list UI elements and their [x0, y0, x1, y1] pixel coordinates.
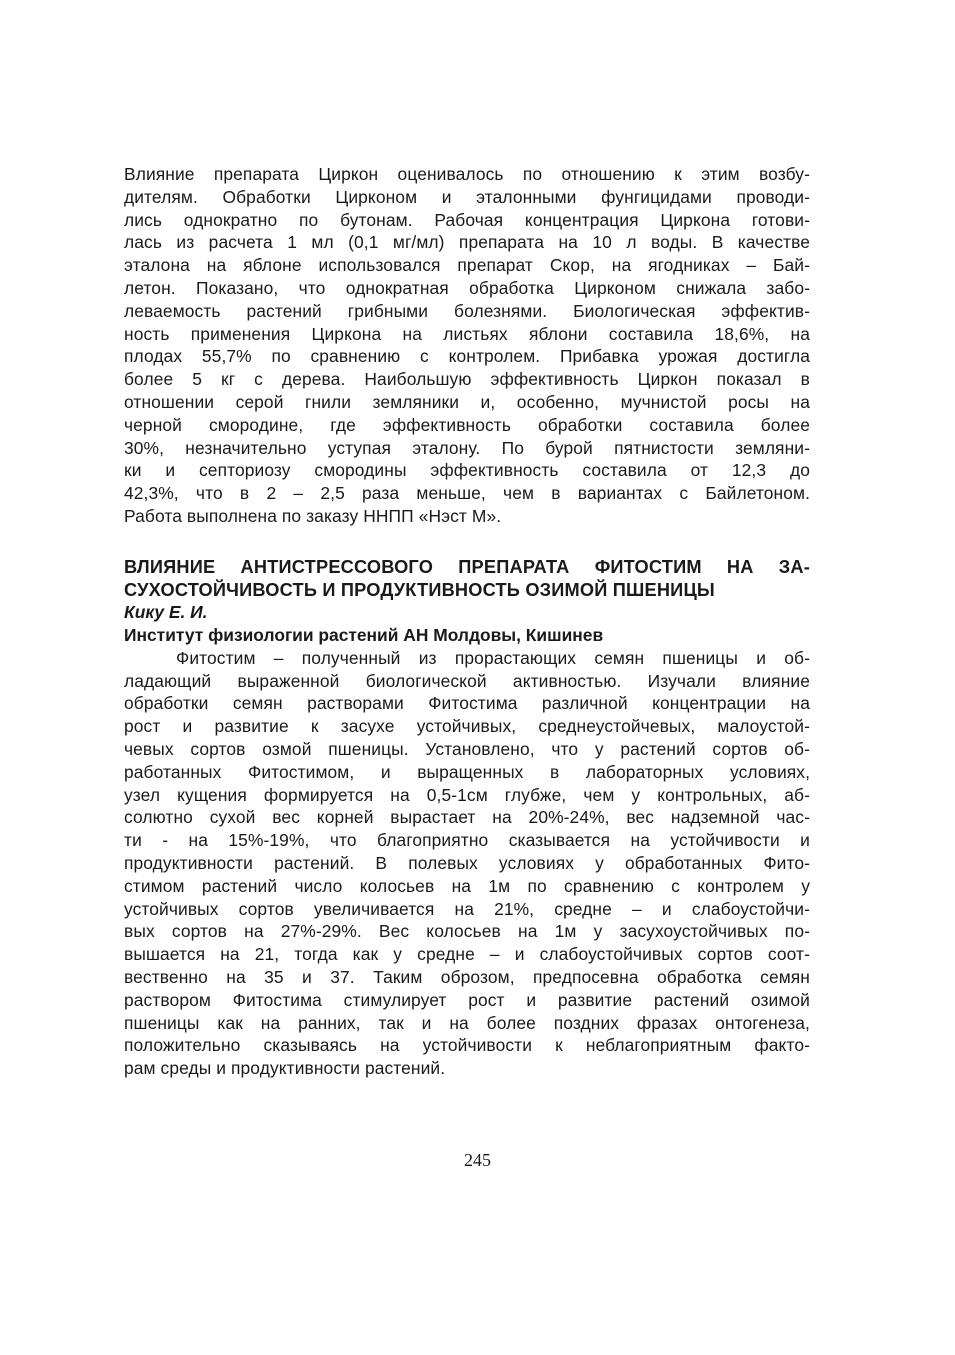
text-line: летон. Показано, что однократная обработка Цирконом снижала забо-	[124, 277, 810, 298]
text-line: раствором Фитостима стимулирует рост и развитие растений озимой	[124, 989, 810, 1010]
text-line: ладающий выраженной биологической активностью. Изучали влияние	[124, 670, 810, 691]
text-line: СУХОСТОЙЧИВОСТЬ И ПРОДУКТИВНОСТЬ ОЗИМОЙ ПШЕНИЦЫ	[124, 579, 715, 600]
text-line: работанных Фитостимом, и выращенных в лабораторных условиях,	[124, 761, 810, 782]
text-line: продуктивности растений. В полевых условиях у обработанных Фито-	[124, 852, 810, 873]
text-line: эталона на яблоне использовался препарат Скор, на ягодниках – Бай-	[124, 255, 810, 276]
text-line: стимом растений число колосьев на 1м по сравнению с контролем у	[124, 875, 810, 896]
text-line: плодах 55,7% по сравнению с контролем. Прибавка урожая достигла	[124, 346, 810, 367]
text-line: узел кущения формируется на 0,5-1см глубже, чем у контрольных, аб-	[124, 784, 810, 805]
text-line: вых сортов на 27%-29%. Вес колосьев на 1м у засухоустойчивых по-	[124, 921, 810, 942]
text-line: чевых сортов озмой пшеницы. Установлено, что у растений сортов об-	[124, 738, 810, 759]
article-author: Кику Е. И.	[124, 602, 208, 623]
text-line: Фитостим – полученный из прорастающих семян пшеницы и об-	[176, 647, 810, 668]
text-line: ность применения Циркона на листьях яблони составила 18,6%, на	[124, 323, 810, 344]
text-line: ки и септориозу смородины эффективность составила от 12,3 до	[124, 460, 810, 481]
text-line: отношении серой гнили земляники и, особенно, мучнистой росы на	[124, 391, 810, 412]
text-line: рост и развитие к засухе устойчивых, среднеустойчевых, малоустой-	[124, 716, 810, 737]
article-affiliation: Институт физиологии растений АН Молдовы, Кишинев	[124, 624, 604, 645]
text-line: леваемость растений грибными болезнями. Биологическая эффектив-	[124, 300, 810, 321]
article	[124, 556, 810, 1080]
text-line: положительно сказываясь на устойчивости к неблагоприятным факто-	[124, 1035, 810, 1056]
text-line: вественно на 35 и 37. Таким оброзом, предпосевна обработка семян	[124, 966, 810, 987]
text-line: более 5 кг с дерева. Наибольшую эффективность Циркон показал в	[124, 369, 810, 390]
text-line: обработки семян растворами Фитостима различной концентрации на	[124, 693, 810, 714]
text-line: дителям. Обработки Цирконом и эталонными фунгицидами проводи-	[124, 186, 810, 207]
page-number: 245	[464, 1150, 491, 1170]
text-line: ВЛИЯНИЕ АНТИСТРЕССОВОГО ПРЕПАРАТА ФИТОСТИМ НА ЗА-	[124, 557, 810, 577]
text-line: пшеницы как на ранних, так и на более поздних фразах онтогенеза,	[124, 1012, 810, 1033]
text-line: черной смородине, где эффективность обработки составила более	[124, 414, 810, 435]
text-line: ти - на 15%-19%, что благоприятно сказывается на устойчивости и	[124, 830, 810, 851]
article-body	[124, 647, 810, 1080]
previous-article-text	[124, 163, 810, 528]
text-line: 30%, незначительно уступая эталону. По бурой пятнистости земляни-	[124, 437, 810, 458]
text-line: вышается на 21, тогда как у средне – и слабоустойчивых сортов соот-	[124, 944, 810, 965]
text-line: лась из расчета 1 мл (0,1 мг/мл) препарата на 10 л воды. В качестве	[124, 232, 810, 253]
text-line: рам среды и продуктивности растений.	[124, 1058, 446, 1079]
text-line: солютно сухой вес корней вырастает на 20%-24%, вес надземной час-	[124, 807, 810, 828]
article-title	[124, 556, 810, 601]
text-line: Работа выполнена по заказу ННПП «Нэст М».	[124, 505, 502, 526]
text-line: Влияние препарата Циркон оценивалось по отношению к этим возбу-	[124, 164, 810, 184]
text-line: 42,3%, что в 2 – 2,5 раза меньше, чем в вариантах с Байлетоном.	[124, 483, 810, 504]
text-line: лись однократно по бутонам. Рабочая концентрация Циркона готови-	[124, 209, 810, 230]
text-line: устойчивых сортов увеличивается на 21%, средне – и слабоустойчи-	[124, 898, 810, 919]
